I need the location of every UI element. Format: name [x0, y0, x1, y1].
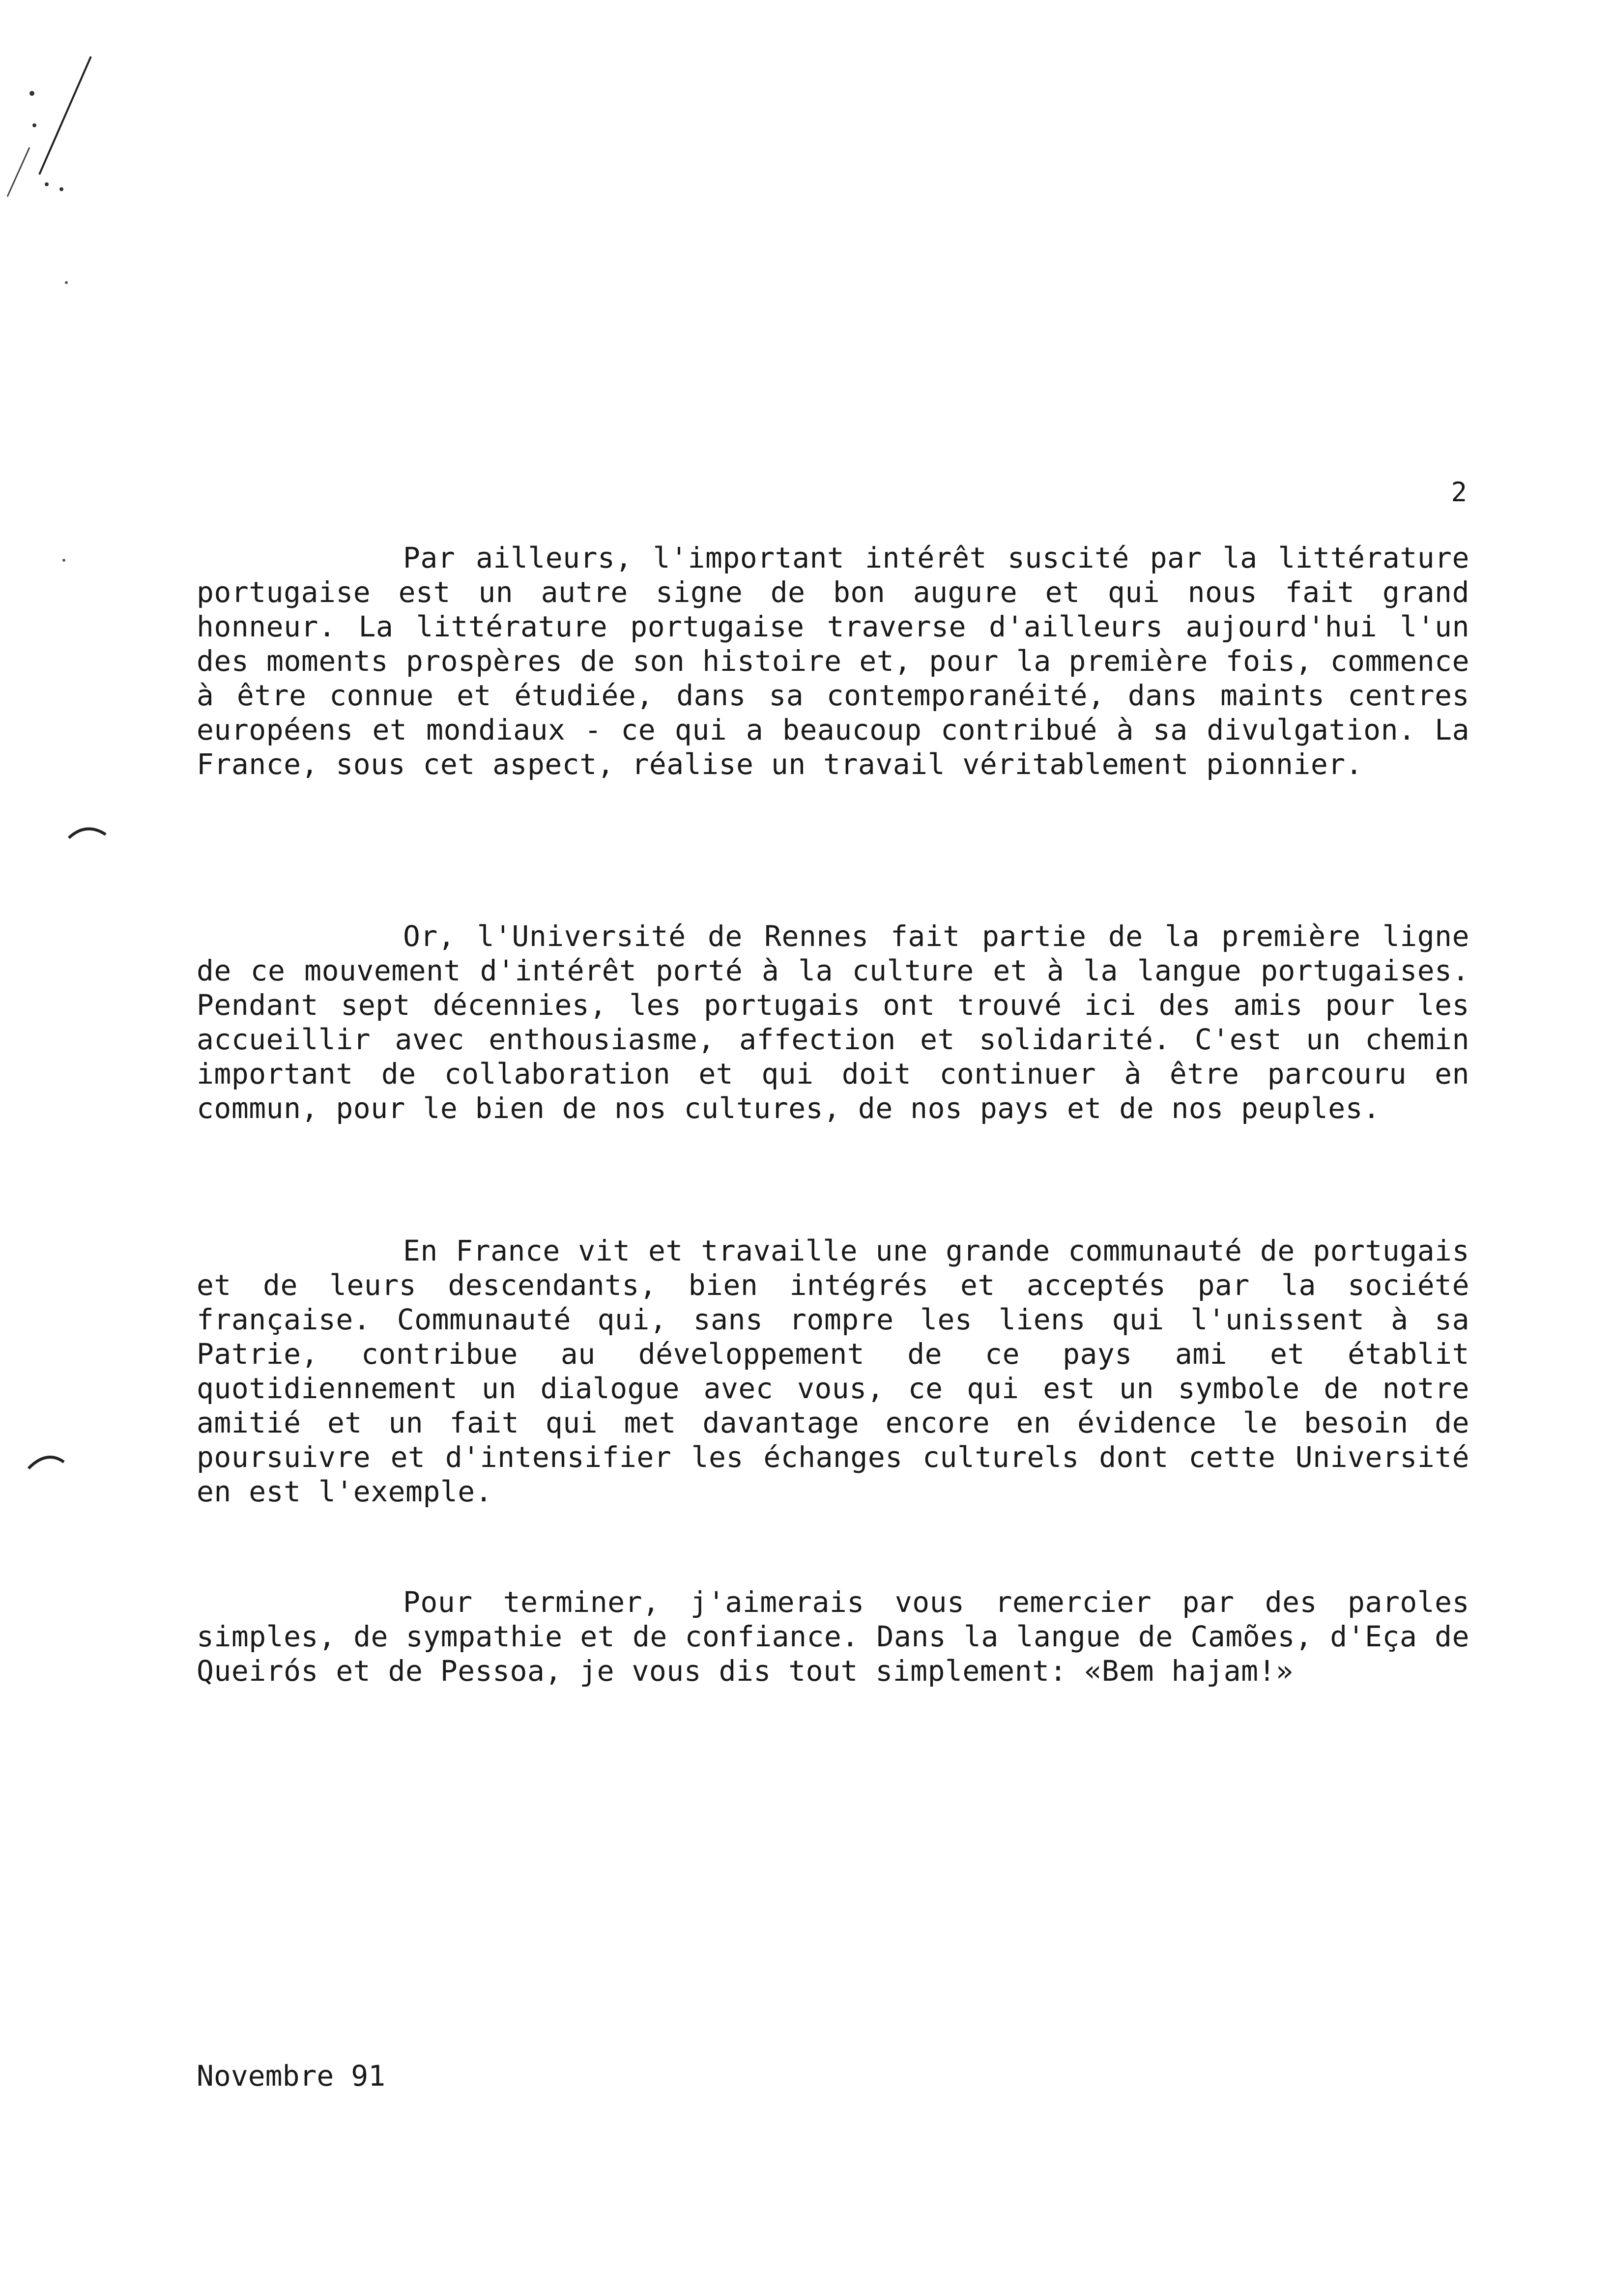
pen-stroke-mark [7, 147, 29, 197]
footer-date: Novembre 91 [197, 2059, 386, 2093]
paragraph-literature: Par ailleurs, l'important intérêt suscité par la littérature portugaise est un autre signe de bon augure et qui nous fait grand honneur. La littérature portugaise traverse d'ailleurs aujourd'hui l'un des moments prospères de son histoire et, pour la première fois, commence à être connue et étudiée, dans sa contemporanéité, dans maints centres européens et mondiaux - ce qui a beaucoup contribué à sa divulgation. La France, sous cet aspect, réalise un travail véritablement pionnier. [197, 541, 1469, 781]
scan-dot [45, 182, 49, 186]
scan-dot [59, 187, 63, 191]
scan-dot [62, 559, 65, 562]
paragraph-university-rennes: Or, l'Université de Rennes fait partie de la première ligne de ce mouvement d'intérêt porté à la culture et à la langue portugaises. Pendant sept décennies, les portugais ont trouvé ici des amis pour les accueillir avec enthousiasme, affection et solidarité. C'est un chemin important de collaboration et qui doit continuer à être parcouru en commun, pour le bien de nos cultures, de nos pays et de nos peuples. [197, 919, 1469, 1125]
scan-dot [29, 91, 34, 96]
binder-hole-mark [69, 829, 106, 838]
binder-hole-mark [29, 1457, 64, 1468]
scan-dot [32, 123, 36, 127]
scan-dot [65, 281, 68, 284]
page-number: 2 [1451, 477, 1467, 508]
paragraph-portuguese-community: En France vit et travaille une grande communauté de portugais et de leurs descendants, bien intégrés et acceptés par la société française. Communauté qui, sans rompre les liens qui l'unissent à sa Patrie, contribue au développement de ce pays ami et établit quotidiennement un dialogue avec vous, ce qui est un symbole de notre amitié et un fait qui met davantage encore en évidence le besoin de poursuivre et d'intensifier les échanges culturels dont cette Université en est l'exemple. [197, 1234, 1469, 1508]
paragraph-closing: Pour terminer, j'aimerais vous remercier par des paroles simples, de sympathie et de confiance. Dans la langue de Camões, d'Eça de Queirós et de Pessoa, je vous dis tout simplement: «Bem hajam!» [197, 1585, 1469, 1688]
pen-stroke-mark [39, 57, 91, 174]
